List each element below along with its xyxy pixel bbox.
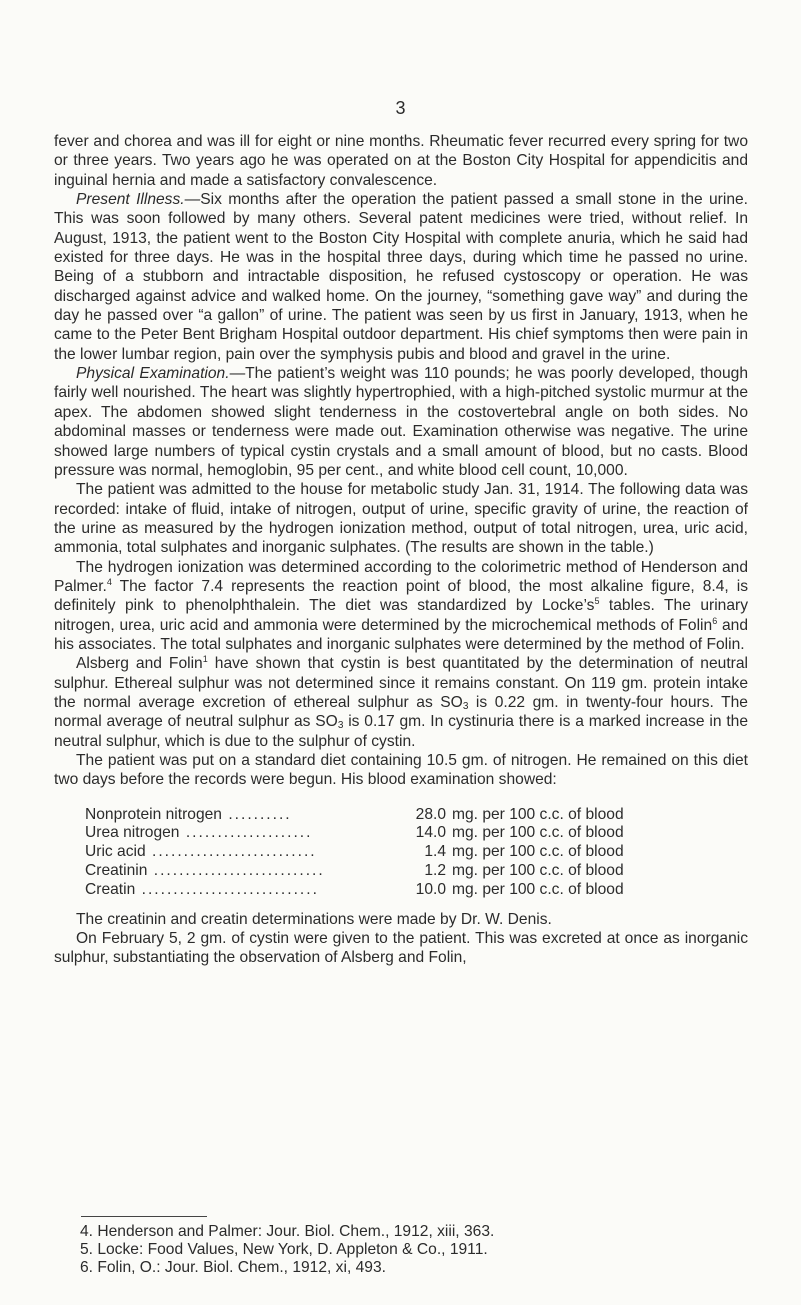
paragraph-history: fever and chorea and was ill for eight or nine months. Rheumatic fever recurred every spring for two or three years. Two years ago he was operated on at the Boston City Hospital for appendicitis and inguinal hernia and made a satisfactory convalescence. (54, 133, 748, 189)
article-body (54, 132, 748, 968)
paragraph-denis: The creatinin and creatin determinations were made by Dr. W. Denis. (76, 910, 552, 928)
table-row: Creatinin ........................... 1.2 mg. per 100 c.c. of blood (85, 862, 624, 880)
footnote-6: 6. Folin, O.: Jour. Biol. Chem., 1912, xi, 493. (80, 1259, 386, 1277)
paragraph-physical-exam: Physical Examination.—The patient’s weight was 110 pounds; he was poorly developed, though fairly well nourished. The heart was slightly hypertrophied, with a high-pitched systolic murmur at the apex. The abdomen showed slight tenderness in the costovertebral angle on both sides. No abdominal masses or tenderness were made out. Examination otherwise was negative. The urine showed large numbers of typical cystin crystals and a small amount of blood, but no casts. Blood pressure was normal, hemoglobin, 95 per cent., and white blood cell count, 10,000. (54, 365, 748, 479)
footnote-divider (81, 1216, 207, 1217)
footnote-5: 5. Locke: Food Values, New York, D. Appleton & Co., 1911. (80, 1241, 488, 1259)
table-row: Uric acid .......................... 1.4 mg. per 100 c.c. of blood (85, 843, 624, 861)
table-row: Urea nitrogen .................... 14.0 mg. per 100 c.c. of blood (85, 824, 624, 842)
paragraph-cystin: Alsberg and Folin$^1$ have shown that cystin is best quantitated by the determination of neutral sulphur. Ethereal sulphur was not determined since it remains constant. On 119 gm. protein intake the normal average excretion of ethereal sulphur as $SO_3$ is 0.22 gm. in twenty-four hours. The normal average of neutral sulphur as $SO_3$ is 0.17 gm. In cystinuria there is a marked increase in the neutral sulphur, which is due to the sulphur of cystin. (54, 654, 748, 750)
blood-examination-table (85, 806, 712, 900)
subscript-3: 3 (337, 720, 344, 732)
footnotes (80, 1223, 740, 1278)
table-row: Creatin ............................ 10.0 mg. per 100 c.c. of blood (85, 880, 624, 898)
paragraph-february: On February 5, 2 gm. of cystin were given to the patient. This was excreted at once as inorganic sulphur, substantiating the observation of Alsberg and Folin, (54, 930, 748, 967)
footnote-ref-6: 6 (712, 615, 718, 626)
subscript-3: 3 (462, 700, 469, 712)
heading-physical-exam: Physical Examination. (76, 365, 230, 383)
paragraph-present-illness: Present Illness.—Six months after the operation the patient passed a small stone in the urine. This was soon followed by many others. Several patent medicines were tried, without relief. In August, 1913, the patient went to the Boston City Hospital with complete anuria, which he said had existed for three days. He was in the hospital three days, during which time he passed no urine. Being of a stubborn and intractable disposition, he refused cystoscopy or operation. He was discharged against advice and walked home. On the journey, “something gave way” and during the day he passed over “a gallon” of urine. The patient was seen by us first in January, 1913, when he came to the Peter Bent Brigham Hospital outdoor department. His chief symptoms then were pain in the lower lumbar region, pain over the symphysis pubis and blood and gravel in the urine. (54, 191, 748, 363)
paragraph-methods: The hydrogen ionization was determined according to the colorimetric method of Henderson and Palmer.$^4$ The factor 7.4 represents the reaction point of blood, the most alkaline figure, 8.4, is definitely pink to phenolphthalein. The diet was standardized by $Locke’s^5$ tables. The urinary nitrogen, urea, uric acid and ammonia were determined by the microchemical methods of Folin$^6$ and his associates. The total sulphates and inorganic sulphates were determined by the method of Folin. (54, 558, 748, 653)
paragraph-diet: The patient was put on a standard diet containing 10.5 gm. of nitrogen. He remained on this diet two days before the records were begun. His blood examination showed: (54, 752, 748, 789)
heading-present-illness: Present Illness. (76, 191, 185, 209)
footnote-ref-1: 1 (202, 654, 208, 665)
footnote-ref-5: 5 (594, 596, 600, 607)
footnote-ref-4: 4 (106, 576, 112, 587)
page-number: 3 (395, 98, 406, 118)
footnote-4: 4. Henderson and Palmer: Jour. Biol. Chem., 1912, xiii, 363. (80, 1223, 495, 1240)
table-row: Nonprotein nitrogen .......... 28.0 mg. per 100 c.c. of blood (85, 805, 624, 823)
paragraph-admission: The patient was admitted to the house for metabolic study Jan. 31, 1914. The following data was recorded: intake of fluid, intake of nitrogen, output of urine, specific gravity of urine, the reaction of the urine as measured by the hydrogen ionization method, output of total nitrogen, urea, uric acid, ammonia, total sulphates and inorganic sulphates. (The results are shown in the table.) (54, 481, 748, 557)
em-dash: — (184, 191, 201, 209)
em-dash: — (229, 365, 246, 383)
